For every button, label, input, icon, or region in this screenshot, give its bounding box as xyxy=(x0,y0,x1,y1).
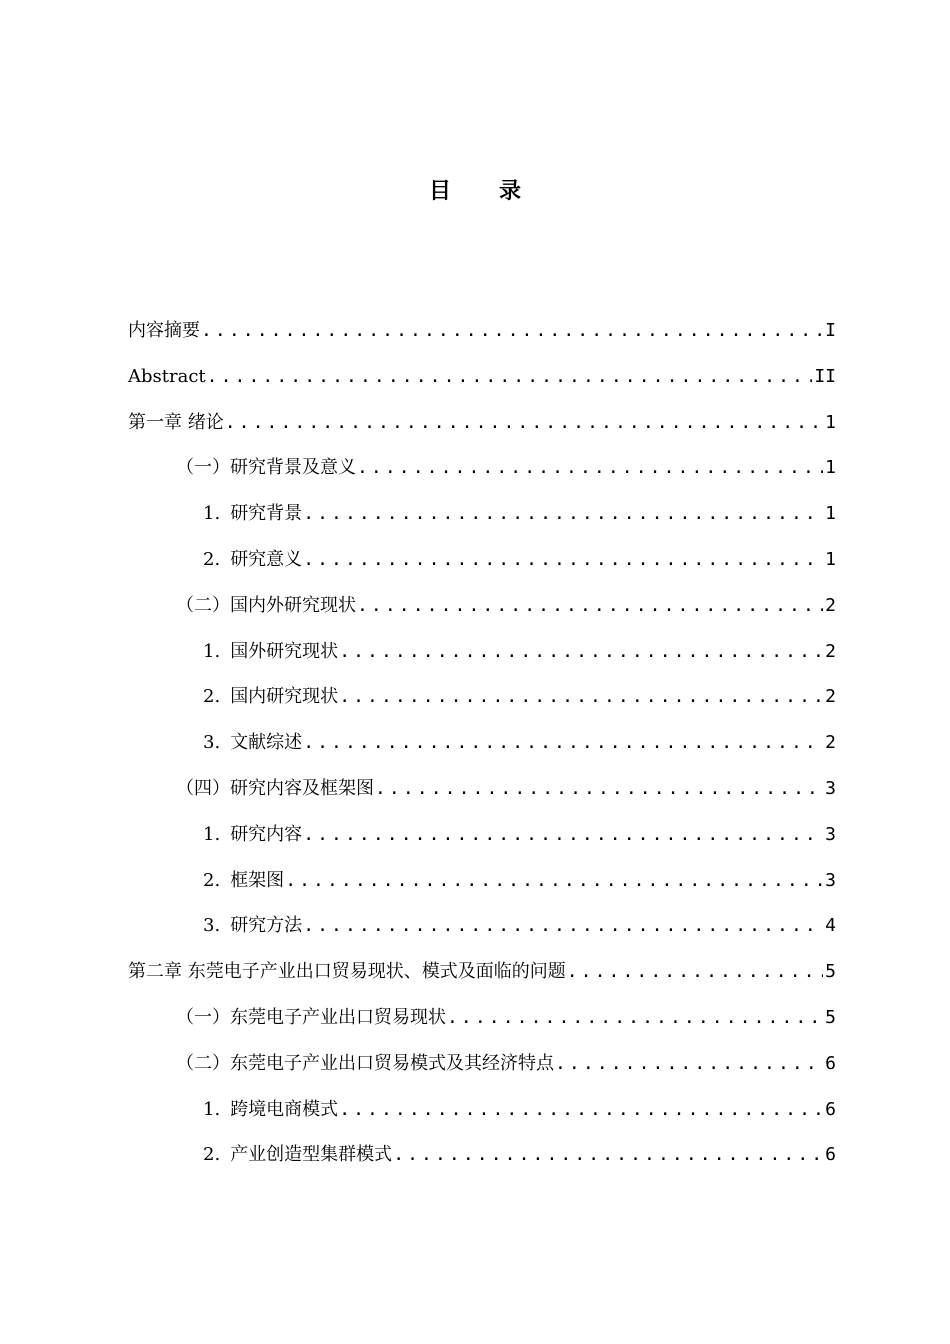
toc-dot-leader xyxy=(201,308,823,354)
toc-entry[interactable] xyxy=(128,903,836,949)
toc-dot-leader xyxy=(357,583,823,629)
toc-entry-label xyxy=(128,400,224,446)
toc-entry-text: 研究内容 xyxy=(230,823,303,845)
toc-dot-leader xyxy=(339,674,823,720)
toc-entry-label xyxy=(203,903,302,949)
toc-dot-leader xyxy=(339,1087,823,1133)
toc-entry-text: 产业创造型集群模式 xyxy=(230,1144,393,1166)
toc-entry-label xyxy=(203,720,302,766)
toc-entry[interactable] xyxy=(128,1041,836,1087)
toc-entry-label xyxy=(203,858,284,904)
toc-page-number: 2 xyxy=(825,594,836,616)
toc-entry[interactable] xyxy=(128,1087,836,1133)
toc-entry-label xyxy=(203,812,302,858)
toc-entry[interactable] xyxy=(128,858,836,904)
toc-entry-text: 国外研究现状 xyxy=(230,640,339,662)
toc-page-number: 3 xyxy=(825,777,836,799)
toc-dot-leader xyxy=(357,445,823,491)
toc-entry[interactable] xyxy=(128,491,836,537)
toc-entry-label xyxy=(128,354,206,400)
toc-entry-label xyxy=(203,537,302,583)
toc-entry-label xyxy=(203,1132,392,1178)
toc-page-number: 1 xyxy=(825,411,836,433)
toc-page-number: 2 xyxy=(825,686,836,708)
toc-dot-leader xyxy=(303,812,823,858)
toc-entry[interactable] xyxy=(128,674,836,720)
toc-dot-leader xyxy=(303,491,823,537)
toc-entry-number: 1. xyxy=(203,503,221,525)
toc-entry[interactable] xyxy=(128,583,836,629)
toc-page-number: 6 xyxy=(825,1052,836,1074)
toc-entry-text: 第一章 绪论 xyxy=(128,411,224,433)
toc-entry-text: （二）国内外研究现状 xyxy=(176,594,356,616)
toc-page-number: 2 xyxy=(825,640,836,662)
toc-page-number: 2 xyxy=(825,732,836,754)
toc-entry-label xyxy=(176,995,446,1041)
toc-entry-text: 研究背景 xyxy=(230,503,303,525)
toc-entry[interactable] xyxy=(128,629,836,675)
toc-entry[interactable] xyxy=(128,445,836,491)
toc-entry-number: 1. xyxy=(203,1098,221,1120)
toc-entry-number: 3. xyxy=(203,732,221,754)
toc-entry-text: 研究方法 xyxy=(230,915,303,937)
toc-page-number: 6 xyxy=(825,1098,836,1120)
toc-entry-number: 2. xyxy=(203,686,221,708)
toc-dot-leader xyxy=(393,1132,823,1178)
toc-dot-leader xyxy=(375,766,823,812)
toc-entry-number: 1. xyxy=(203,823,221,845)
toc-entry-label xyxy=(128,949,566,995)
toc-dot-leader xyxy=(555,1041,823,1087)
toc-entry[interactable] xyxy=(128,720,836,766)
toc-title-char-2: 录 xyxy=(499,179,522,204)
toc-page-number: I xyxy=(825,320,836,341)
toc-entry[interactable] xyxy=(128,766,836,812)
toc-dot-leader xyxy=(225,400,823,446)
toc-dot-leader xyxy=(207,354,813,400)
toc-entry-label xyxy=(203,1087,338,1133)
toc-entry-number: 2. xyxy=(203,548,221,570)
toc-entry-text: 框架图 xyxy=(230,869,285,891)
toc-page-number: 1 xyxy=(825,457,836,479)
toc-entry-text: 国内研究现状 xyxy=(230,686,339,708)
toc-dot-leader xyxy=(339,629,823,675)
toc-dot-leader xyxy=(567,949,823,995)
table-of-contents xyxy=(128,308,836,1178)
toc-dot-leader xyxy=(303,537,823,583)
toc-entry-text: 跨境电商模式 xyxy=(230,1098,339,1120)
toc-page-number: 3 xyxy=(825,823,836,845)
toc-entry-label xyxy=(176,766,374,812)
toc-page-number: II xyxy=(814,365,836,387)
toc-entry[interactable] xyxy=(128,995,836,1041)
toc-entry-text: Abstract xyxy=(128,365,206,387)
toc-dot-leader xyxy=(303,903,823,949)
toc-page-number: 1 xyxy=(825,548,836,570)
toc-entry-text: 研究意义 xyxy=(230,548,303,570)
toc-entry-number: 2. xyxy=(203,1144,221,1166)
toc-entry-number: 1. xyxy=(203,640,221,662)
toc-page-number: 5 xyxy=(825,961,836,983)
toc-page-number: 1 xyxy=(825,503,836,525)
toc-entry[interactable] xyxy=(128,400,836,446)
toc-entry-text: （四）研究内容及框架图 xyxy=(176,777,374,799)
toc-dot-leader xyxy=(447,995,823,1041)
toc-entry-text: 第二章 东莞电子产业出口贸易现状、模式及面临的问题 xyxy=(128,961,566,983)
toc-entry-label xyxy=(176,445,356,491)
toc-entry-label xyxy=(203,674,338,720)
toc-entry-label xyxy=(128,308,200,354)
toc-dot-leader xyxy=(303,720,823,766)
toc-entry-text: 内容摘要 xyxy=(128,320,200,341)
toc-entry[interactable] xyxy=(128,949,836,995)
toc-page-number: 5 xyxy=(825,1006,836,1028)
toc-entry[interactable] xyxy=(128,354,836,400)
toc-entry-text: （二）东莞电子产业出口贸易模式及其经济特点 xyxy=(176,1052,554,1074)
toc-entry-label xyxy=(176,583,356,629)
toc-entry-number: 2. xyxy=(203,869,221,891)
toc-entry-text: 文献综述 xyxy=(230,732,303,754)
toc-page-number: 6 xyxy=(825,1144,836,1166)
toc-entry-label xyxy=(203,629,338,675)
toc-entry[interactable] xyxy=(128,812,836,858)
toc-entry[interactable] xyxy=(128,1132,836,1178)
toc-page-number: 3 xyxy=(825,869,836,891)
toc-entry-number: 3. xyxy=(203,915,221,937)
toc-entry[interactable] xyxy=(128,537,836,583)
toc-dot-leader xyxy=(285,858,823,904)
toc-entry-text: （一）研究背景及意义 xyxy=(176,457,356,479)
toc-entry-text: （一）东莞电子产业出口贸易现状 xyxy=(176,1006,446,1028)
toc-entry-label xyxy=(176,1041,554,1087)
toc-title-char-1: 目 xyxy=(428,179,451,204)
toc-entry-label xyxy=(203,491,302,537)
toc-page-number: 4 xyxy=(825,915,836,937)
toc-title xyxy=(0,174,950,205)
toc-entry[interactable] xyxy=(128,308,836,354)
